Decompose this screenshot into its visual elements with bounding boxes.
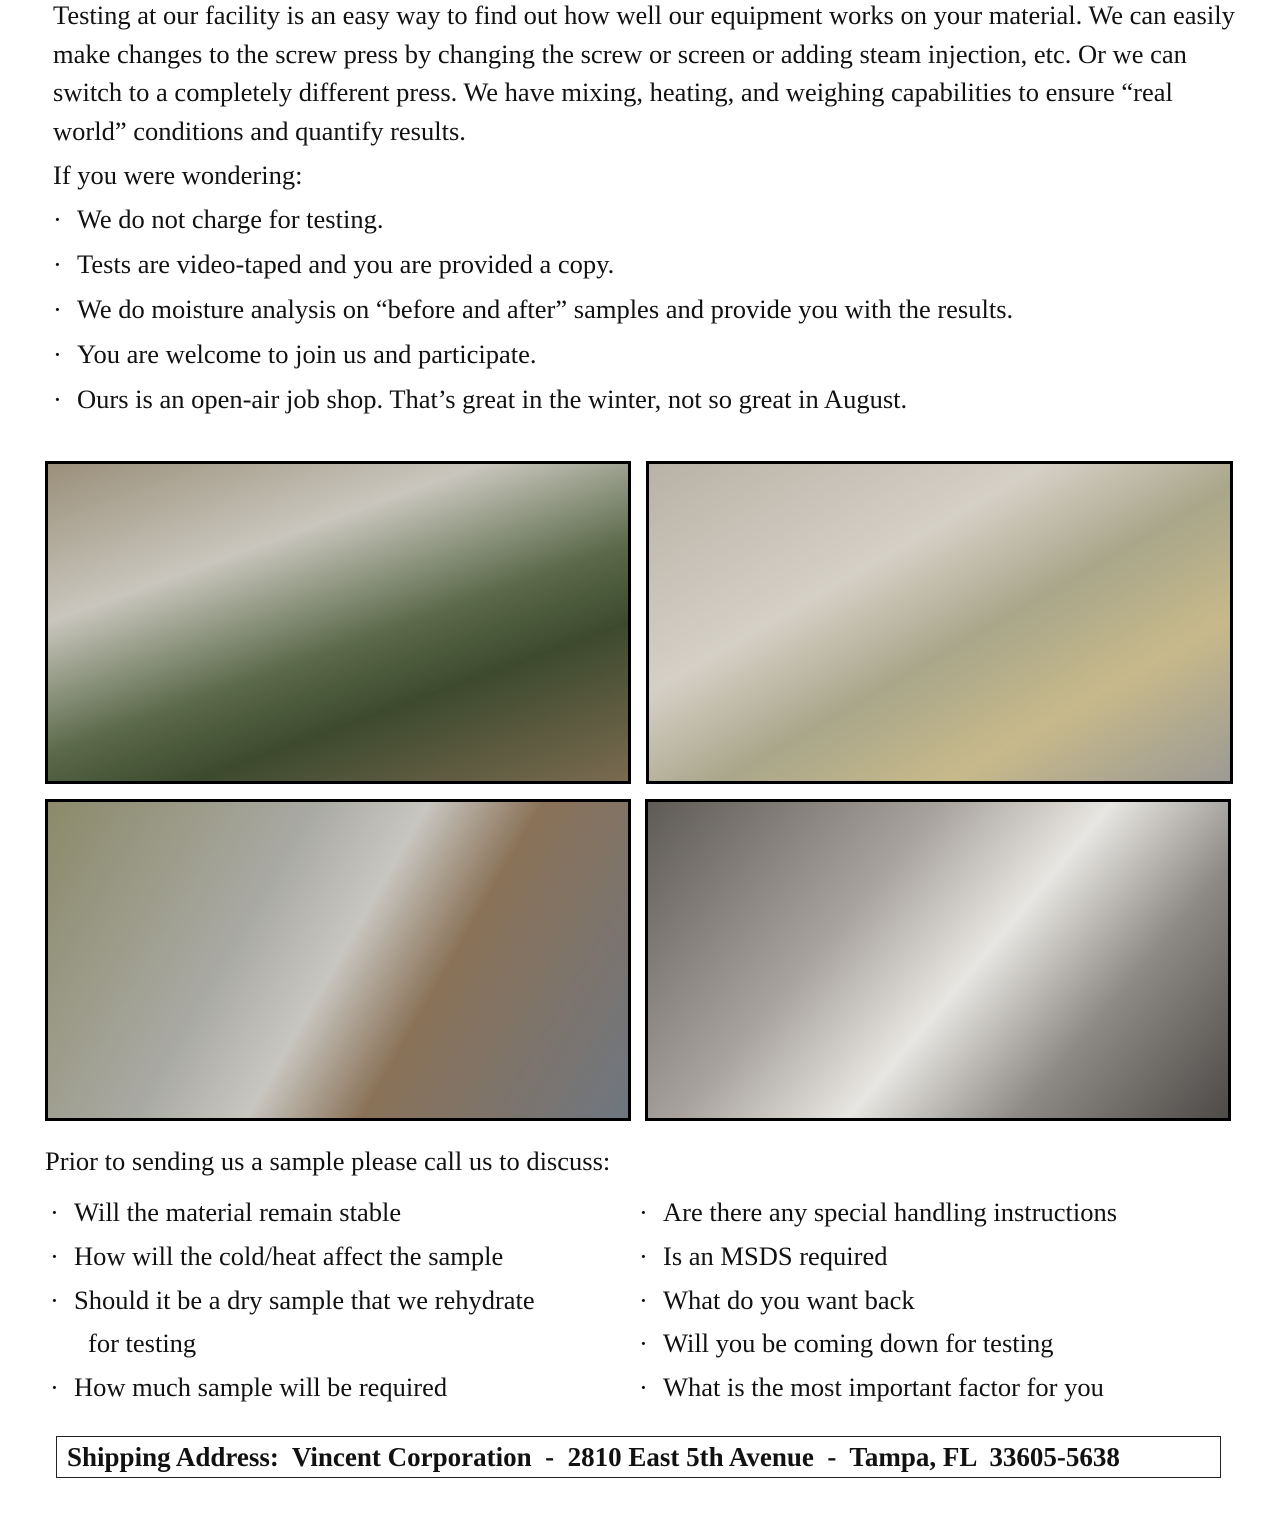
- photo-screw-press-white: [645, 799, 1231, 1121]
- list-item: · Ours is an open-air job shop. That’s great in the winter, not so great in August.: [53, 384, 908, 414]
- list-item: · We do moisture analysis on “before and after” samples and provide you with the results.: [53, 294, 1014, 324]
- list-item: · What is the most important factor for you: [639, 1372, 1104, 1402]
- prior-heading: Prior to sending us a sample please call us to discuss:: [45, 1146, 611, 1176]
- photo-screw-press-yellow: [646, 461, 1233, 784]
- list-item: · Are there any special handling instructions: [639, 1197, 1118, 1227]
- list-item: · You are welcome to join us and participate.: [53, 339, 537, 369]
- photo-screw-press-green: [45, 461, 631, 784]
- list-item: · Will the material remain stable: [50, 1197, 402, 1227]
- list-item: · Will you be coming down for testing: [639, 1328, 1054, 1358]
- wondering-heading: If you were wondering:: [53, 160, 303, 190]
- list-item: · We do not charge for testing.: [53, 204, 384, 234]
- list-item: · How will the cold/heat affect the sample: [50, 1241, 504, 1271]
- intro-paragraph: Testing at our facility is an easy way to find out how well our equipment works on your material. We can easily make changes to the screw press by changing the screw or screen or adding steam injection, etc. Or we can switch to a completely different press. We have mixing, heating, and weighing capabilities to ensure “real world” conditions and quantify results.: [53, 0, 1235, 146]
- list-item: · Tests are video-taped and you are provided a copy.: [53, 249, 615, 279]
- list-item: · How much sample will be required: [50, 1372, 448, 1402]
- list-item: · Should it be a dry sample that we rehydrate: [50, 1285, 535, 1315]
- list-item: · Is an MSDS required: [639, 1241, 888, 1271]
- photo-screw-press-discharge: [45, 799, 631, 1121]
- shipping-address-box: Shipping Address: Vincent Corporation - 2810 East 5th Avenue - Tampa, FL 33605-5638: [56, 1436, 1221, 1478]
- list-item-continuation: for testing: [88, 1328, 197, 1358]
- list-item: · What do you want back: [639, 1285, 915, 1315]
